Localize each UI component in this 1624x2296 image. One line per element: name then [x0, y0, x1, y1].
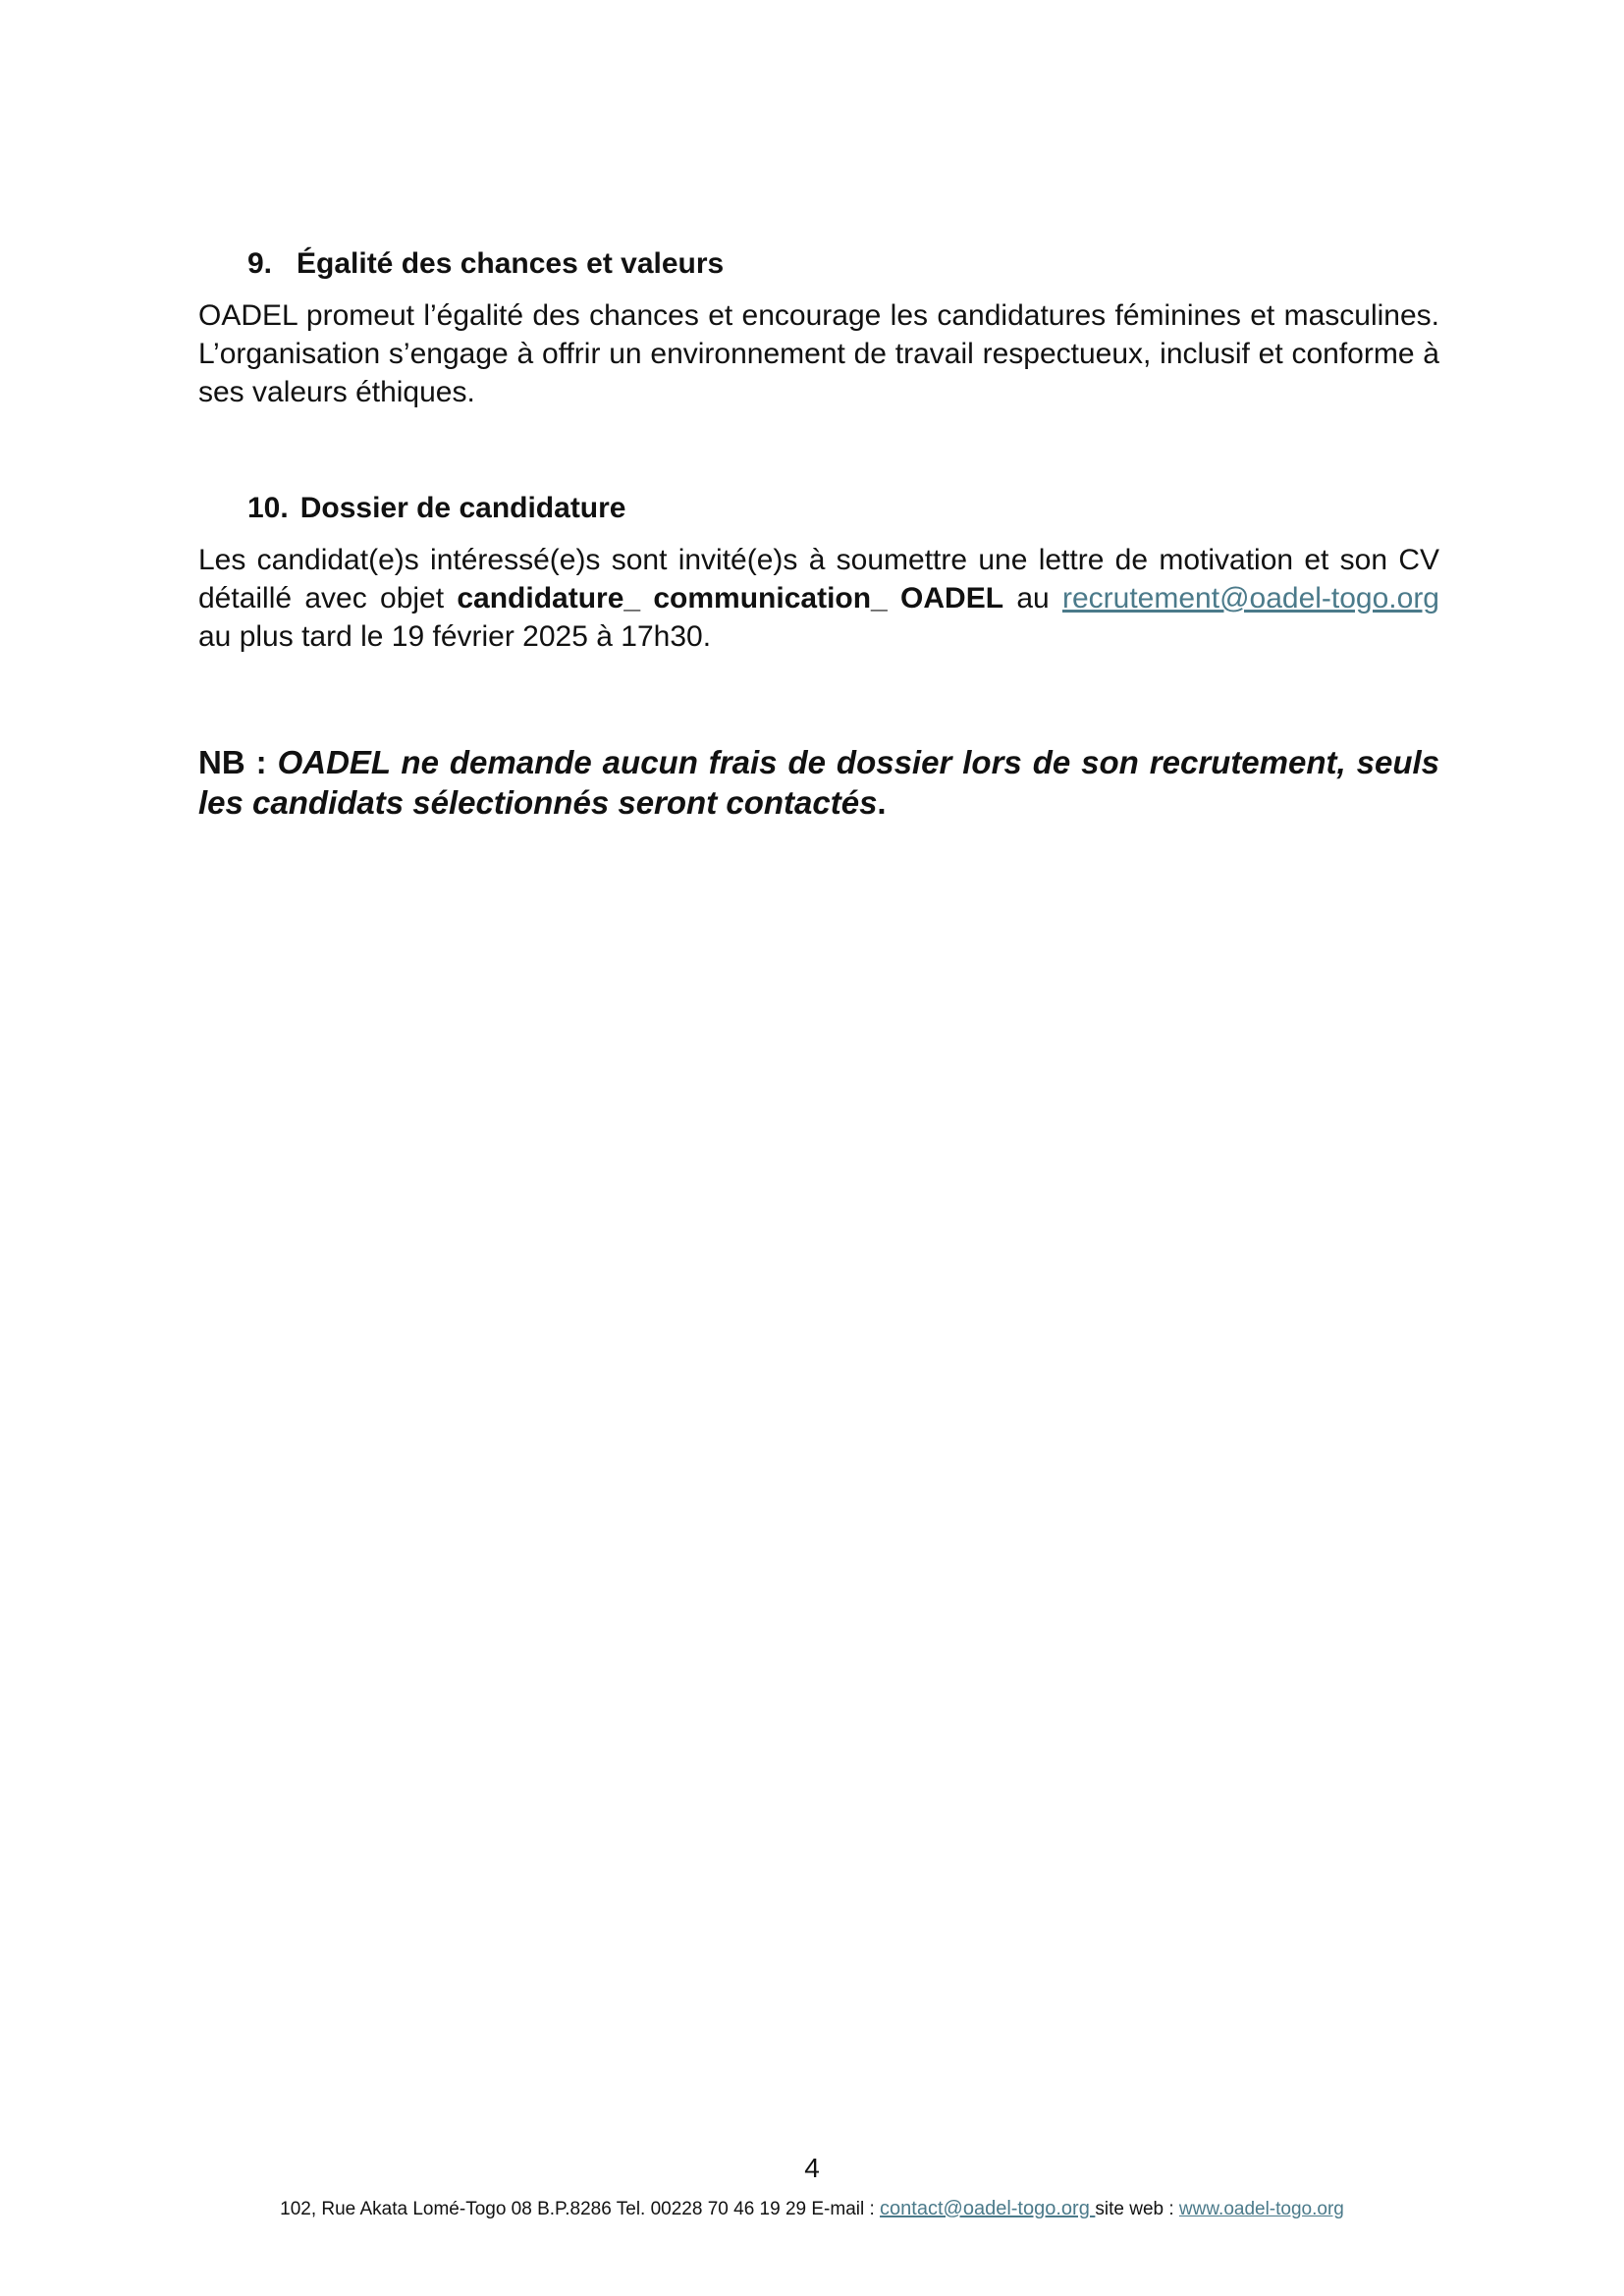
- footer-contact-email-link[interactable]: contact@oadel-togo.org: [880, 2198, 1096, 2219]
- section-10-text-1: Les candidat(e)s intéressé(e)s sont invité(e)s à soumettre une lettre de motivation et son CV détaillé avec objet: [198, 544, 1439, 614]
- section-9-title: Égalité des chances et valeurs: [297, 247, 725, 280]
- nb-end: .: [877, 784, 887, 821]
- section-10-text-3: au plus tard le 19 février 2025 à 17h30.: [198, 620, 712, 653]
- page-content: [198, 245, 1439, 823]
- spacer: [198, 656, 1439, 742]
- section-10-number: 10.: [247, 492, 289, 524]
- footer-website-link[interactable]: www.oadel-togo.org: [1178, 2199, 1344, 2219]
- nb-notice: [198, 742, 1439, 823]
- section-10-text-2: au: [1003, 582, 1062, 614]
- section-9-number: 9.: [247, 247, 273, 280]
- page-number: 4: [804, 2153, 820, 2183]
- page-footer: [0, 2197, 1624, 2221]
- footer-address: 102, Rue Akata Lomé-Togo 08 B.P.8286 Tel. 00228 70 46 19 29 E-mail :: [280, 2199, 881, 2219]
- section-9-body: OADEL promeut l’égalité des chances et encourage les candidatures féminines et masculines. L’organisation s’engage à offrir un environnement de travail respectueux, inclusif et conforme à ses valeurs éthiques.: [198, 299, 1439, 408]
- recruitment-email-link[interactable]: recrutement@oadel-togo.org: [1062, 582, 1439, 614]
- nb-label: NB :: [198, 744, 267, 780]
- section-10-heading: [198, 490, 1439, 527]
- section-10-title: Dossier de candidature: [299, 492, 626, 524]
- section-9-heading: [198, 245, 1439, 283]
- footer-site-label: site web :: [1095, 2199, 1179, 2219]
- section-10-body: [198, 541, 1439, 656]
- application-subject: candidature_ communication_ OADEL: [457, 582, 1004, 614]
- spacer: [198, 411, 1439, 490]
- nb-text: OADEL ne demande aucun frais de dossier lors de son recrutement, seuls les candidats sélectionnés seront contactés: [198, 744, 1440, 821]
